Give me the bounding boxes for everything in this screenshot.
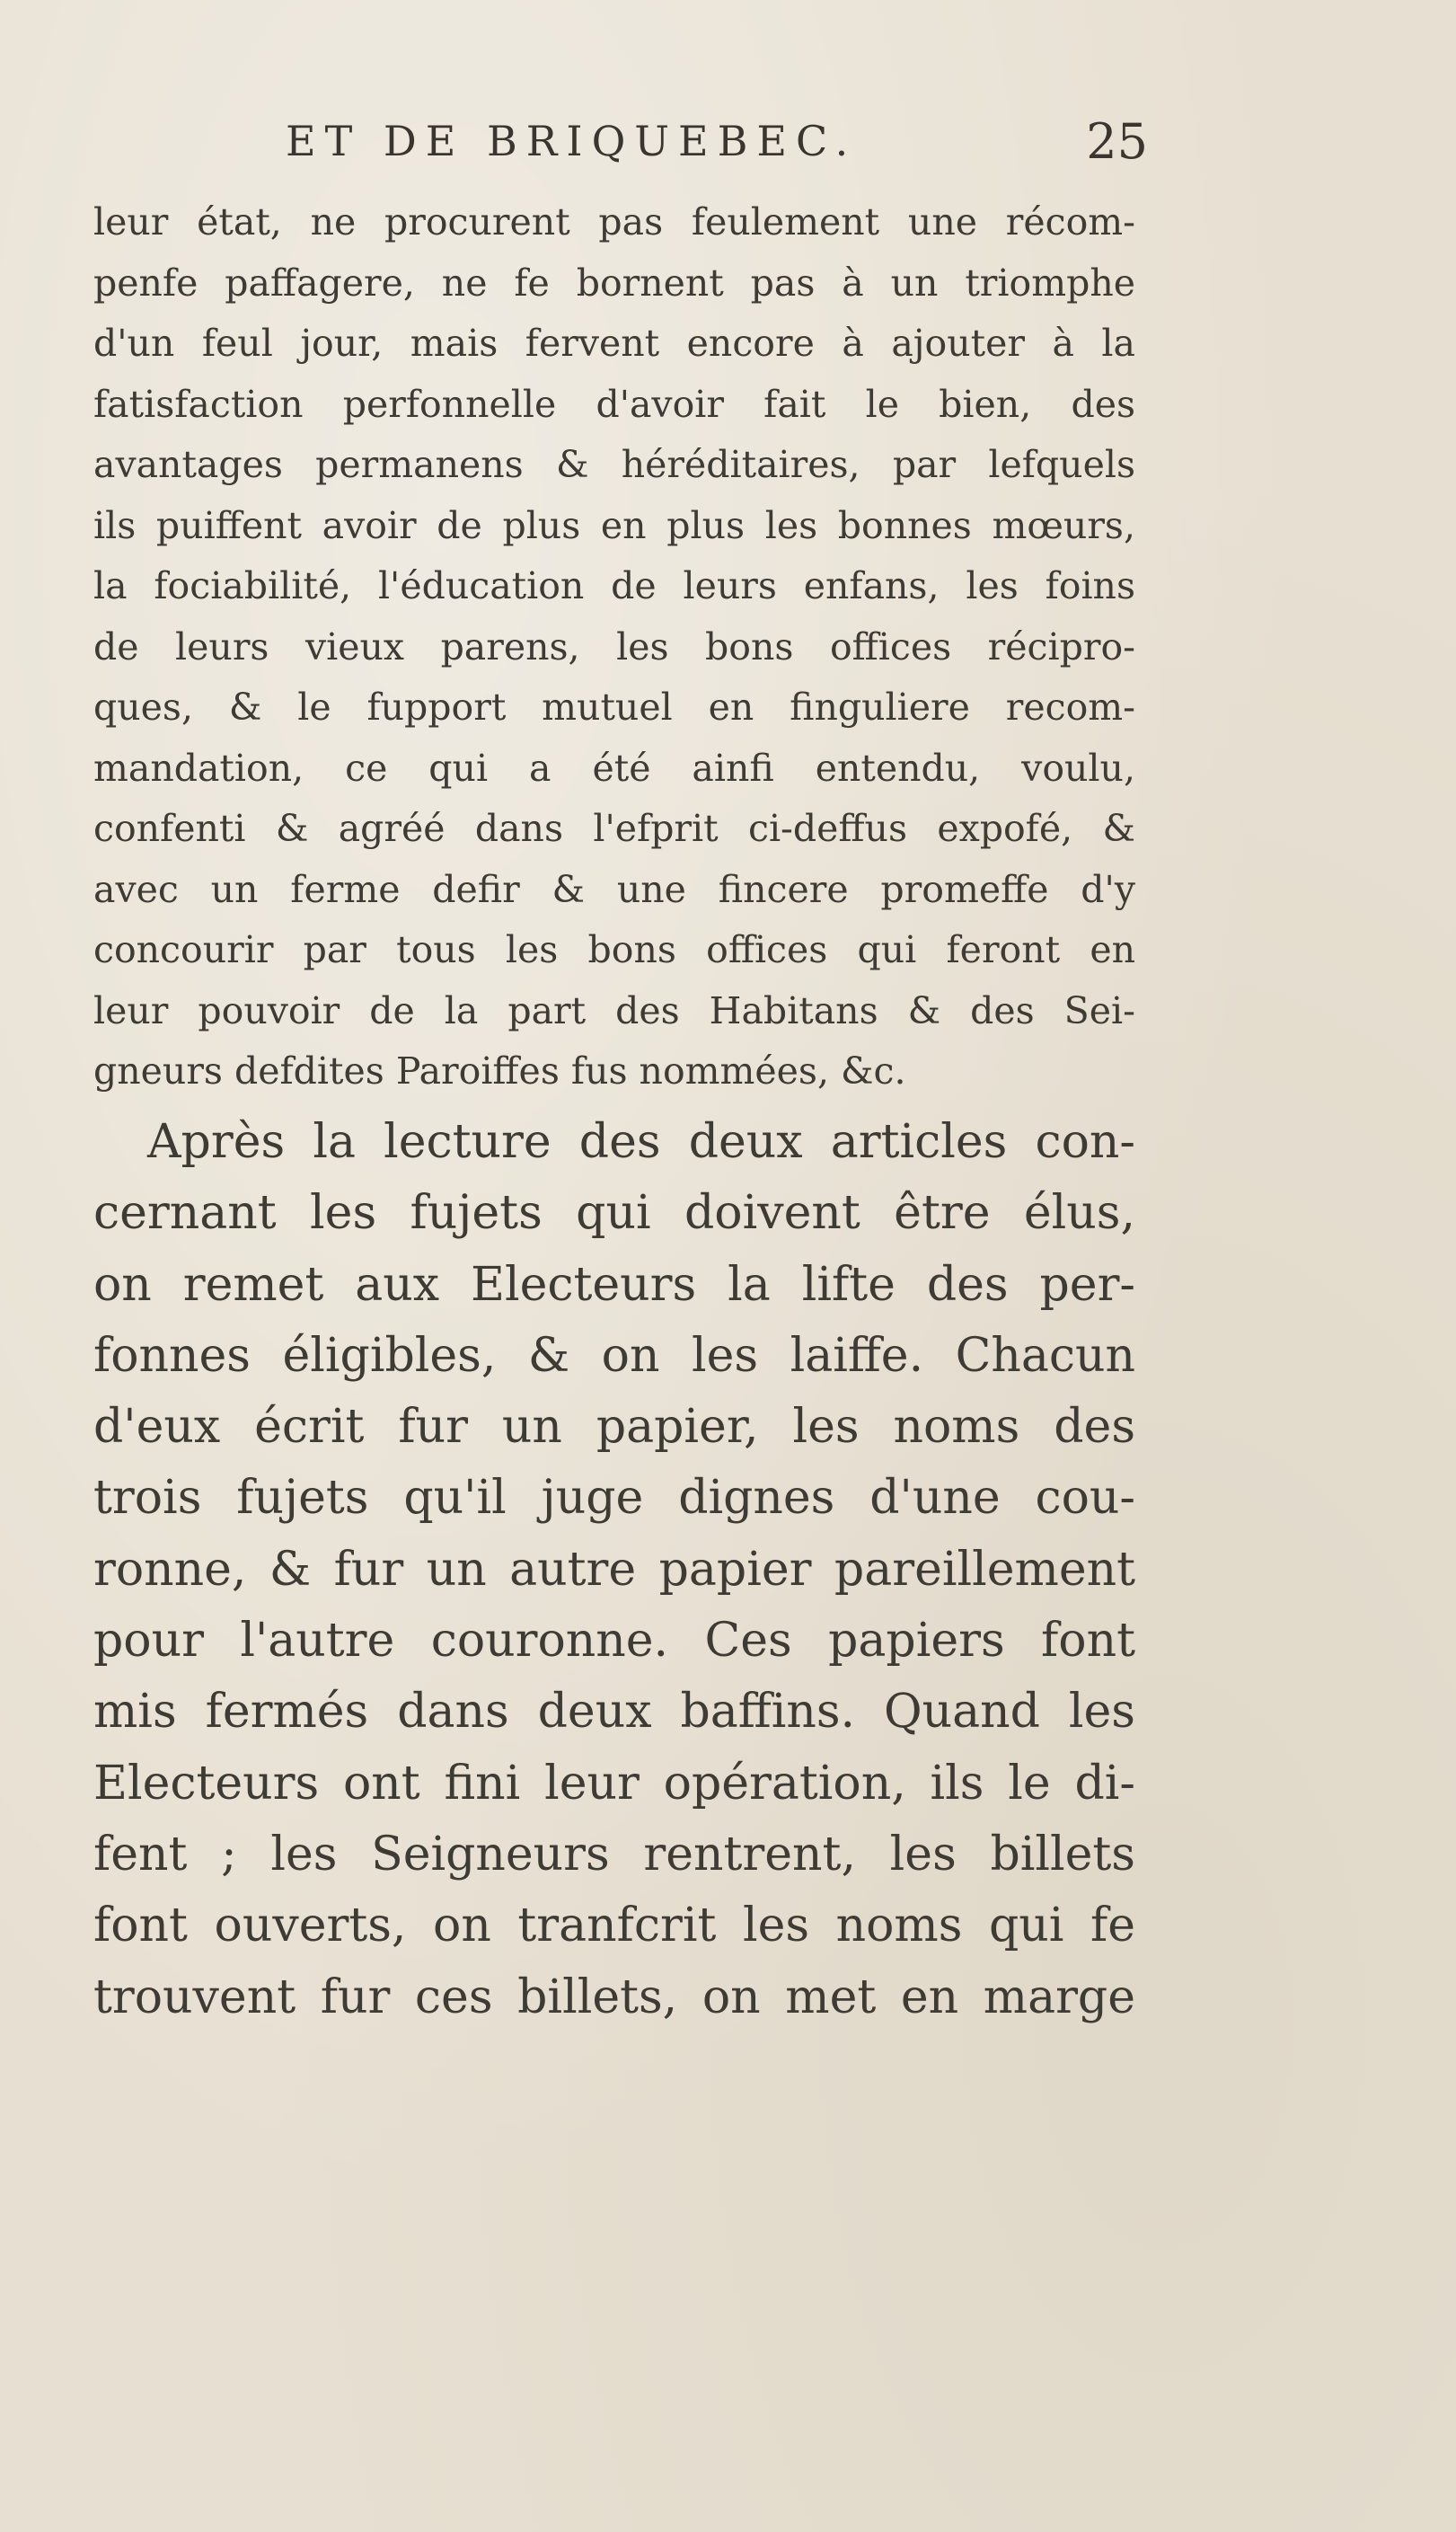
text-line: ils puiffent avoir de plus en plus les bonnes mœurs, xyxy=(93,503,1135,547)
text-line: concourir par tous les bons offices qui feront en xyxy=(93,928,1135,971)
text-line: pour l'autre couronne. Ces papiers font xyxy=(93,1614,1135,1669)
main-paragraph xyxy=(93,1107,1135,2033)
text-line-first: Après la lecture des deux articles con- xyxy=(147,1115,1135,1169)
text-line-last: gneurs defdites Paroiffes fus nommées, &c. xyxy=(93,1049,906,1093)
text-line: trouvent fur ces billets, on met en marge xyxy=(93,1970,1135,2024)
text-line: trois fujets qu'il juge dignes d'une cou- xyxy=(93,1471,1135,1526)
text-line: Electeurs ont fini leur opération, ils le di- xyxy=(93,1756,1135,1810)
text-line: font ouverts, on tranfcrit les noms qui fe xyxy=(93,1899,1135,1953)
text-line: avantages permanens & héréditaires, par lefquels xyxy=(93,443,1135,486)
text-line: mandation, ce qui a été ainfi entendu, voulu, xyxy=(93,746,1135,790)
text-line: fatisfaction perfonnelle d'avoir fait le bien, des xyxy=(93,382,1135,426)
text-line: on remet aux Electeurs la lifte des per- xyxy=(93,1257,1135,1312)
text-line: leur pouvoir de la part des Habitans & des Sei- xyxy=(93,988,1135,1032)
text-line: la fociabilité, l'éducation de leurs enfans, les foins xyxy=(93,564,1135,607)
continued-paragraph xyxy=(93,192,1135,1102)
text-line: mis fermés dans deux baffins. Quand les xyxy=(93,1685,1135,1740)
text-line: confenti & agréé dans l'efprit ci-deffus expofé, & xyxy=(93,807,1135,850)
page-header xyxy=(286,108,1148,180)
text-line: leur état, ne procurent pas feulement une récom- xyxy=(93,200,1135,243)
text-line: ronne, & fur un autre papier pareillement xyxy=(93,1542,1135,1597)
text-line: penfe paffagere, ne fe bornent pas à un triomphe xyxy=(93,261,1135,305)
text-line: cernant les fujets qui doivent être élus, xyxy=(93,1186,1135,1241)
page-number: 25 xyxy=(1086,113,1148,170)
text-line: ques, & le fupport mutuel en finguliere recom- xyxy=(93,686,1135,729)
running-head: ET DE BRIQUEBEC. xyxy=(286,117,858,165)
text-line: de leurs vieux parens, les bons offices récipro- xyxy=(93,624,1135,668)
text-line: d'un feul jour, mais fervent encore à ajouter à la xyxy=(93,322,1135,365)
text-line: fonnes éligibles, & on les laiffe. Chacun xyxy=(93,1328,1135,1383)
text-line: fent ; les Seigneurs rentrent, les billets xyxy=(93,1827,1135,1881)
text-line: d'eux écrit fur un papier, les noms des xyxy=(93,1400,1135,1455)
text-line: avec un ferme defir & une fincere promeffe d'y xyxy=(93,867,1135,911)
